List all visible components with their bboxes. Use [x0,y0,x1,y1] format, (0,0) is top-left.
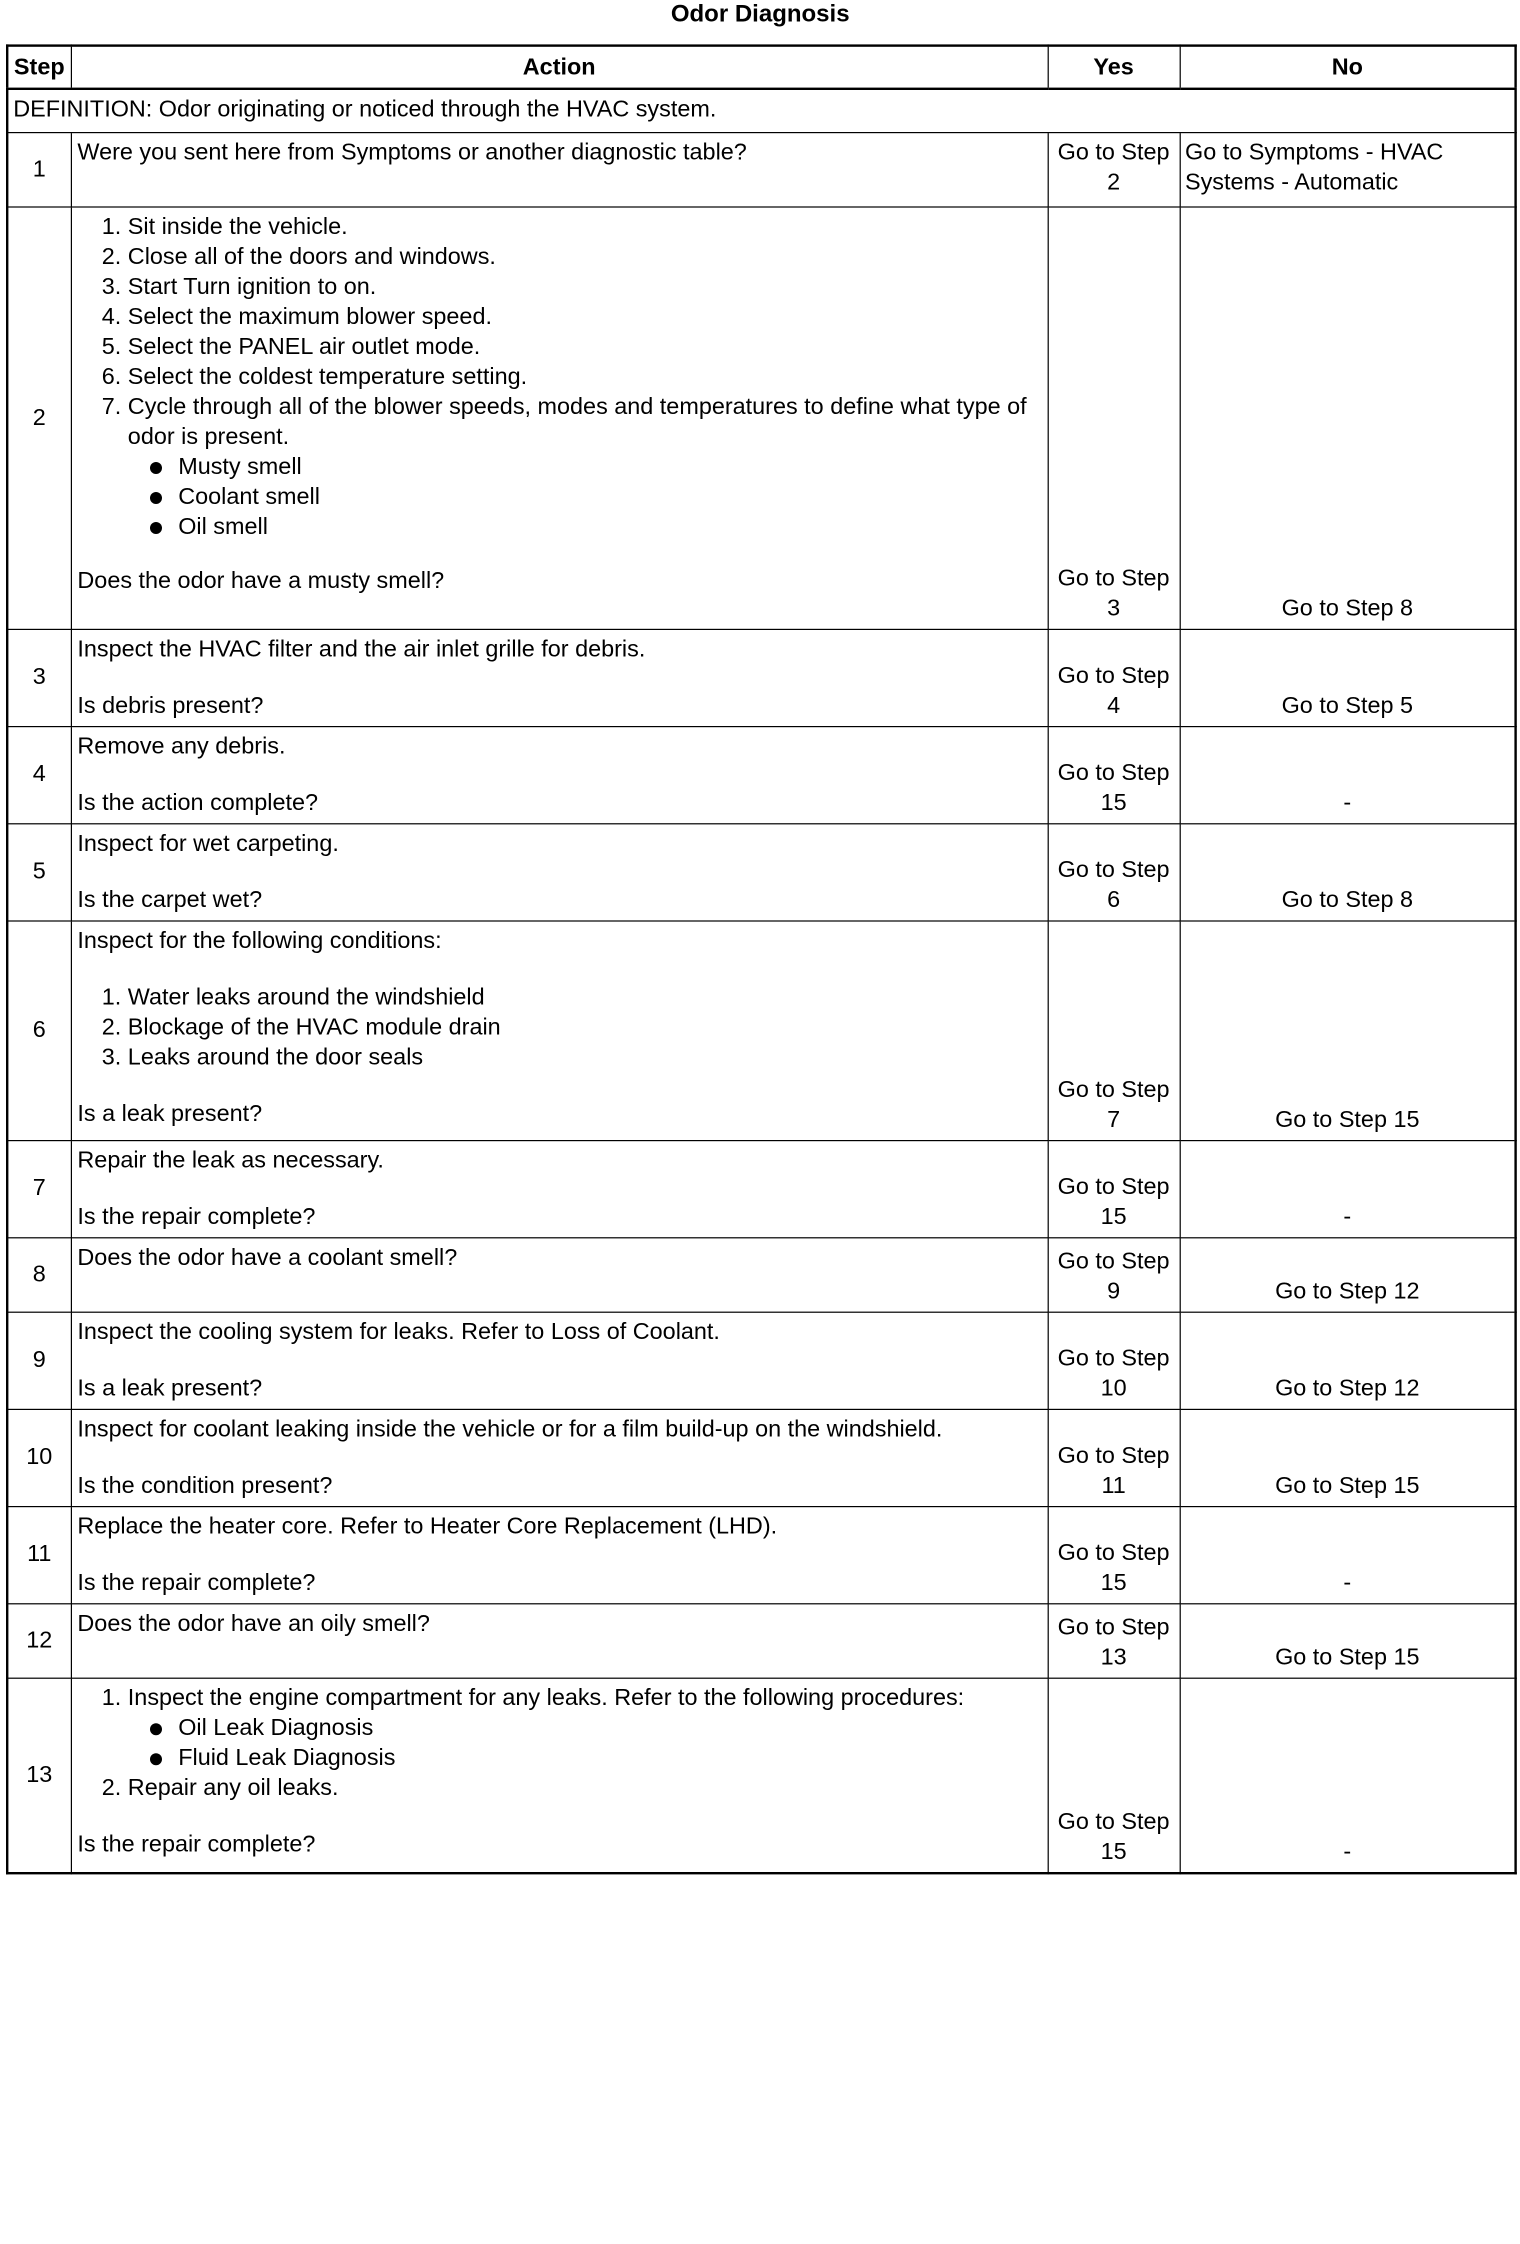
step-number: 3 [7,629,71,726]
procedure-list [77,1683,1039,1803]
no-link[interactable]: Go to Step 8 [1180,206,1516,628]
action-cell [71,726,1048,823]
list-item: 5. Select the PANEL air outlet mode. [128,332,1040,362]
step-number: 7 [7,1140,71,1237]
step-number: 10 [7,1409,71,1506]
definition-row [7,89,1515,132]
step-number: 12 [7,1603,71,1677]
action-text: Replace the heater core. Refer to Heater Core Replacement (LHD). [77,1512,778,1540]
table-row [7,726,1515,823]
yes-link[interactable]: Go to Step 2 [1048,132,1180,206]
bullet-item: Musty smell [178,452,1040,482]
header-action: Action [71,46,1048,89]
diagnosis-table [6,44,1517,1874]
no-link[interactable]: Go to Step 12 [1180,1237,1516,1311]
header-step: Step [7,46,71,89]
action-cell [71,1603,1048,1677]
question-text: Does the odor have a musty smell? [77,567,445,594]
list-item: 6. Select the coldest temperature setting. [128,362,1040,392]
yes-link[interactable]: Go to Step 7 [1048,920,1180,1140]
yes-link[interactable]: Go to Step 15 [1048,1140,1180,1237]
action-cell [71,206,1048,628]
table-row [7,1678,1515,1874]
step-number: 2 [7,206,71,628]
list-item-text: Cycle through all of the blower speeds, modes and temperatures to define what type of odor is present. [127,393,1027,450]
condition-list [77,982,1039,1072]
list-item [128,392,1040,542]
no-link[interactable]: Go to Step 15 [1180,920,1516,1140]
list-item: 2. Blockage of the HVAC module drain [128,1012,1040,1042]
no-link: - [1180,1140,1516,1237]
action-cell [71,1312,1048,1409]
yes-link[interactable]: Go to Step 15 [1048,726,1180,823]
table-row [7,920,1515,1140]
yes-link[interactable]: Go to Step 4 [1048,629,1180,726]
no-link: - [1180,726,1516,823]
action-cell [71,920,1048,1140]
yes-link[interactable]: Go to Step 15 [1048,1506,1180,1603]
action-cell [71,1409,1048,1506]
question-text: Is a leak present? [77,1374,263,1401]
bullet-item: Oil Leak Diagnosis [178,1713,1040,1743]
bullet-list [128,1713,1040,1773]
step-number: 9 [7,1312,71,1409]
action-text: Inspect the cooling system for leaks. Refer to Loss of Coolant. [77,1318,720,1345]
question-text: Is the condition present? [77,1471,333,1499]
no-link[interactable]: Go to Step 15 [1180,1603,1516,1677]
action-text: Does the odor have a coolant smell? [77,1243,458,1271]
action-text: Inspect for the following conditions: [77,927,442,954]
bullet-list [128,452,1040,542]
action-text: Inspect the HVAC filter and the air inlet grille for debris. [77,635,646,662]
no-link[interactable]: Go to Step 15 [1180,1409,1516,1506]
step-number: 8 [7,1237,71,1311]
step-number: 5 [7,823,71,920]
yes-link[interactable]: Go to Step 15 [1048,1678,1180,1874]
question-text: Is the action complete? [77,789,319,816]
yes-link[interactable]: Go to Step 6 [1048,823,1180,920]
list-item: 1. Sit inside the vehicle. [128,212,1040,242]
header-no: No [1180,46,1516,89]
yes-link[interactable]: Go to Step 9 [1048,1237,1180,1311]
step-number: 13 [7,1678,71,1874]
question-text: Is the repair complete? [77,1569,316,1596]
definition-text: DEFINITION: Odor originating or noticed through the HVAC system. [7,89,1515,132]
list-item-text: Inspect the engine compartment for any leaks. Refer to the following procedures: [127,1684,965,1711]
action-text: Were you sent here from Symptoms or another diagnostic table? [77,138,747,165]
action-cell [71,1237,1048,1311]
step-number: 1 [7,132,71,206]
question-text: Is a leak present? [77,1099,263,1127]
table-row [7,1312,1515,1409]
table-row [7,629,1515,726]
no-link[interactable]: Go to Step 5 [1180,629,1516,726]
action-cell [71,1678,1048,1874]
table-row [7,1603,1515,1677]
action-text: Inspect for wet carpeting. [77,829,339,857]
step-number: 11 [7,1506,71,1603]
no-link: - [1180,1506,1516,1603]
action-text: Repair the leak as necessary. [77,1146,384,1173]
yes-link[interactable]: Go to Step 10 [1048,1312,1180,1409]
action-cell [71,629,1048,726]
page-title: Odor Diagnosis [670,1,850,28]
question-text: Is the carpet wet? [77,886,263,913]
yes-link[interactable]: Go to Step 11 [1048,1409,1180,1506]
question-text: Is the repair complete? [77,1830,316,1858]
no-link[interactable]: Go to Step 12 [1180,1312,1516,1409]
list-item: 2. Close all of the doors and windows. [128,242,1040,272]
action-text: Inspect for coolant leaking inside the vehicle or for a film build-up on the windshield. [77,1415,943,1442]
action-text: Remove any debris. [77,732,286,759]
list-item: 1. Water leaks around the windshield [128,982,1040,1012]
yes-link[interactable]: Go to Step 13 [1048,1603,1180,1677]
table-row [7,823,1515,920]
action-text: Does the odor have an oily smell? [77,1609,430,1637]
table-row [7,1409,1515,1506]
list-item: 2. Repair any oil leaks. [128,1773,1040,1803]
list-item [128,1683,1040,1773]
question-text: Is debris present? [77,691,264,719]
table-row [7,206,1515,628]
bullet-item: Oil smell [178,512,1040,542]
no-link: - [1180,1678,1516,1874]
procedure-list [77,212,1039,542]
yes-link[interactable]: Go to Step 3 [1048,206,1180,628]
no-link[interactable]: Go to Step 8 [1180,823,1516,920]
table-row [7,1140,1515,1237]
no-link[interactable]: Go to Symptoms - HVAC Systems - Automatic [1180,132,1516,206]
bullet-item: Fluid Leak Diagnosis [178,1743,1040,1773]
step-number: 6 [7,920,71,1140]
list-item: 4. Select the maximum blower speed. [128,302,1040,332]
table-row [7,1237,1515,1311]
header-yes: Yes [1048,46,1180,89]
step-number: 4 [7,726,71,823]
list-item: 3. Leaks around the door seals [128,1042,1040,1072]
question-text: Is the repair complete? [77,1203,316,1230]
table-row [7,1506,1515,1603]
action-cell [71,1140,1048,1237]
action-cell [71,132,1048,206]
table-row [7,132,1515,206]
action-cell [71,1506,1048,1603]
header-row [7,46,1515,89]
action-cell [71,823,1048,920]
list-item: 3. Start Turn ignition to on. [128,272,1040,302]
bullet-item: Coolant smell [178,482,1040,512]
